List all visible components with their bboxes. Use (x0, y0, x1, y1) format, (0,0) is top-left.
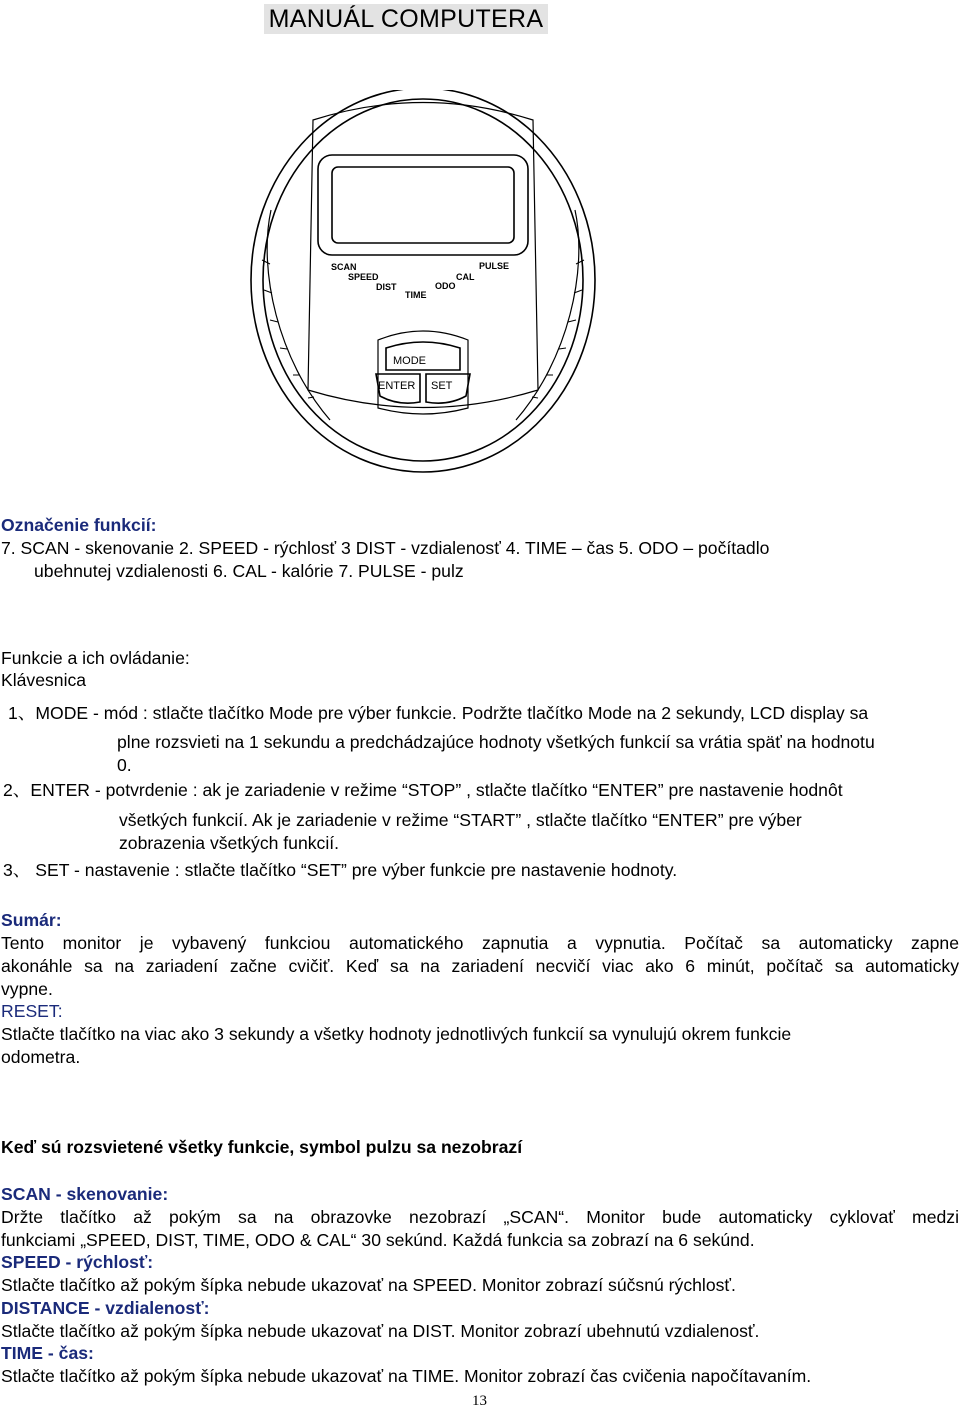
lcd-label-dist: DIST (376, 282, 397, 292)
lcd-label-speed: SPEED (348, 272, 379, 282)
all-lit-heading: Keď sú rozsvietené všetky funkcie, symbol pulzu sa nezobrazí (1, 1137, 523, 1157)
distance-heading: DISTANCE - vzdialenosť: (1, 1298, 210, 1318)
lcd-label-odo: ODO (435, 281, 456, 291)
console-inner-shell (263, 99, 583, 461)
reset-text-line-1: Stlačte tlačítko na viac ako 3 sekundy a všetky hodnoty jednotlivých funkcií sa vynulujú okrem funkcie (1, 1024, 792, 1044)
page-number: 13 (472, 1393, 487, 1409)
summary-paragraph-line-1: Tento monitor je vybavený funkciou automatického zapnutia a vypnutia. Počítač sa automaticky zapne (1, 933, 959, 953)
reset-text-line-2: odometra. (1, 1047, 81, 1067)
lcd-bezel (318, 155, 528, 255)
lcd-label-pulse: PULSE (479, 261, 510, 271)
scan-text-line-1: Držte tlačítko až pokým sa na obrazovke nezobrazí „SCAN“. Monitor bude automaticky cyklovať medzi (1, 1207, 959, 1227)
set-button-label: SET (431, 380, 453, 392)
functions-line-1: 7. SCAN - skenovanie 2. SPEED - rýchlosť 3 DIST - vzdialenosť 4. TIME – čas 5. ODO – počítadlo (1, 538, 770, 558)
distance-text: Stlačte tlačítko až pokým šípka nebude ukazovať na DIST. Monitor zobrazí ubehnutú vzdialenosť. (1, 1321, 760, 1341)
console-outer-shell (251, 90, 595, 472)
lcd-label-cal: CAL (456, 272, 475, 282)
console-left-grip (267, 210, 330, 420)
mode-description-line-3: 0. (117, 755, 132, 775)
page-title: MANUÁL COMPUTERA (264, 4, 548, 34)
console-right-grip (516, 210, 579, 420)
lcd-label-time: TIME (405, 290, 427, 300)
reset-heading: RESET: (1, 1001, 63, 1021)
mode-button-label: MODE (393, 355, 426, 367)
controls-heading: Funkcie a ich ovládanie: (1, 648, 190, 668)
speed-text: Stlačte tlačítko až pokým šípka nebude ukazovať na SPEED. Monitor zobrazí súčsnú rýchlosť. (1, 1275, 736, 1295)
enter-description-line-2: všetkých funkcií. Ak je zariadenie v režime “START” , stlačte tlačítko “ENTER” pre výber (119, 810, 802, 830)
mode-description-line-2: plne rozsvieti na 1 sekundu a predchádzajúce hodnoty všetkých funkcií sa vrátia späť na hodnotu (117, 732, 875, 752)
time-text: Stlačte tlačítko až pokým šípka nebude ukazovať na TIME. Monitor zobrazí čas cvičenia napočítavaním. (1, 1366, 812, 1386)
functions-heading: Označenie funkcií: (1, 515, 157, 535)
enter-button-label: ENTER (378, 380, 416, 392)
speed-heading: SPEED - rýchlosť: (1, 1252, 154, 1272)
functions-line-2: ubehnutej vzdialenosti 6. CAL - kalórie 7. PULSE - pulz (34, 561, 464, 581)
enter-description-line-3: zobrazenia všetkých funkcií. (119, 833, 340, 853)
lcd-screen (332, 167, 514, 243)
summary-paragraph-line-2: akonáhle sa na zariadení začne cvičiť. Keď sa na zariadení necvičí viac ako 6 minút, počítač sa automaticky (1, 956, 959, 976)
set-description-line: 3、 SET - nastavenie : stlačte tlačítko “SET” pre výber funkcie pre nastavenie hodnoty. (3, 860, 678, 880)
summary-paragraph-line-3: vypne. (1, 979, 53, 999)
keyboard-subheading: Klávesnica (1, 670, 87, 690)
lcd-label-scan: SCAN (331, 262, 357, 272)
scan-text-line-2: funkciami „SPEED, DIST, TIME, ODO & CAL“ 30 sekúnd. Každá funkcia sa zobrazí na 6 sekúnd. (1, 1230, 755, 1250)
computer-console-illustration (238, 90, 608, 490)
scan-heading: SCAN - skenovanie: (1, 1184, 169, 1204)
enter-description-line-1: 2、ENTER - potvrdenie : ak je zariadenie v režime “STOP” , stlačte tlačítko “ENTER” pre nastavenie hodnôt (3, 780, 843, 800)
summary-heading: Sumár: (1, 910, 62, 930)
time-heading: TIME - čas: (1, 1343, 94, 1363)
mode-description-line-1: 1、MODE - mód : stlačte tlačítko Mode pre výber funkcie. Podržte tlačítko Mode na 2 sekundy, LCD display sa (8, 703, 869, 723)
